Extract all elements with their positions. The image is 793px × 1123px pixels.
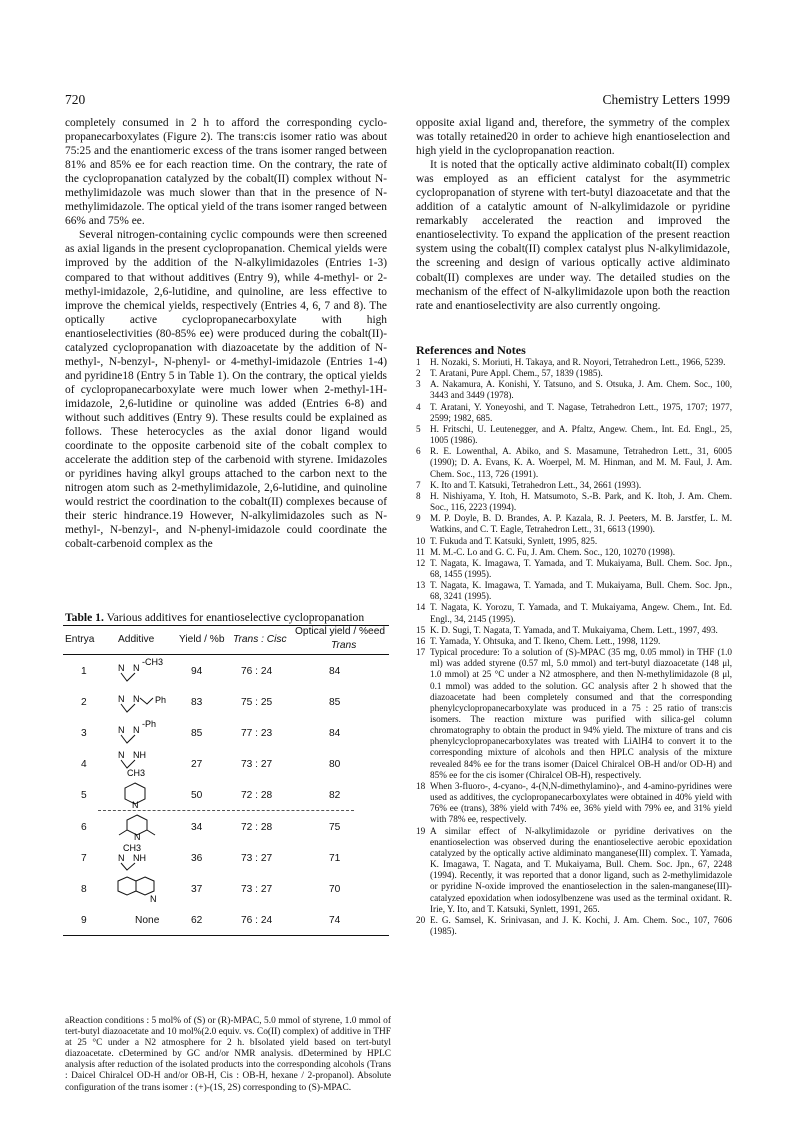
header-optical: Optical yield / %eed [295, 626, 386, 637]
table-caption-text: Various additives for enantioselective cyclopropanation [106, 611, 365, 624]
entry-cell: 9 [81, 915, 87, 926]
ratio-cell: 73 : 27 [241, 759, 273, 770]
yield-cell: 34 [191, 822, 203, 833]
reference-item [416, 379, 732, 401]
additives-table [63, 625, 389, 936]
reference-item [416, 424, 732, 446]
reference-item [416, 547, 732, 558]
left-column [65, 116, 387, 551]
reference-number: 10 [416, 535, 426, 546]
svg-text:N: N [118, 853, 125, 863]
reference-text: R. E. Lowenthal, A. Abiko, and S. Masamune, Tetrahedron Lett., 31, 6005 (1990); D. A. Evans, K. A. Woerpel, M. M. Hinman, and M. M. Faul, J. Am. Chem. Soc., 113, 726 (1991). [430, 446, 732, 479]
reference-number: 5 [416, 423, 421, 434]
header-optical-sub: Trans [331, 640, 357, 651]
yield-cell: 83 [191, 697, 203, 708]
reference-item [416, 602, 732, 624]
entry-cell: 3 [81, 728, 87, 739]
yield-cell: 62 [191, 915, 203, 926]
ratio-cell: 73 : 27 [241, 884, 273, 895]
table-caption [65, 611, 395, 624]
reference-number: 16 [416, 635, 426, 646]
ee-cell: 70 [329, 884, 341, 895]
reference-text: M. M.-C. Lo and G. C. Fu, J. Am. Chem. Soc., 120, 10270 (1998). [430, 546, 676, 557]
paragraph: It is noted that the optically active aldiminato cobalt(II) complex was employed as an efficient catalyst for the asymmetric cyclopropanation of styrene with tert-butyl diazoacetate and that the addition of a catalytic amount of N-alkylimidazole or pyridine remarkably accelerated the reaction and improved the enantioselectivity. To expand the application of the present reaction system using the cobalt(II) complex catalyst plus N-alkylimidazole, the screening and design of various optically active aldiminato cobalt(II) complexes are under way. The detailed studies on the mechanism of the effect of N-alkylimidazole upon both the reaction rate and enantioselectivity are also currently ongoing. [416, 159, 730, 312]
table-row [63, 842, 389, 873]
entry-cell: 1 [81, 666, 87, 677]
reference-number: 11 [416, 546, 425, 557]
reference-item [416, 625, 732, 636]
svg-text:N: N [118, 725, 125, 735]
reference-text: H. Fritschi, U. Leutenegger, and A. Pfaltz, Angew. Chem., Int. Ed. Engl., 25, 1005 (1986). [430, 423, 732, 446]
table-row [63, 873, 389, 904]
table-row [63, 779, 389, 810]
reference-item [416, 580, 732, 602]
reference-text: M. P. Doyle, B. D. Brandes, A. P. Kazala, R. J. Peeters, M. B. Jarstfer, L. M. Watkins, and C. T. Eagle, Tetrahedron Lett., 31, 6613 (1990). [430, 513, 732, 535]
reference-number: 2 [416, 368, 421, 379]
svg-text:N: N [118, 750, 125, 760]
reference-text: H. Nishiyama, Y. Itoh, H. Matsumoto, S.-B. Park, and K. Itoh, J. Am. Chem. Soc., 116, 2223 (1994). [430, 490, 732, 513]
yield-cell: 27 [191, 759, 203, 770]
additive-structure [115, 844, 185, 871]
reference-item [416, 368, 732, 379]
additive-structure [115, 688, 185, 715]
additive-structure [115, 719, 185, 746]
header-entry: Entrya [65, 634, 95, 645]
reference-text: A. Nakamura, A. Konishi, Y. Tatsuno, and S. Otsuka, J. Am. Chem. Soc., 100, 3443 and 3449 (1978). [430, 379, 732, 401]
svg-text:NH: NH [133, 853, 146, 863]
svg-text:N: N [133, 663, 140, 673]
svg-text:N: N [150, 894, 157, 902]
reference-text: A similar effect of N-alkylimidazole or pyridine derivatives on the enantioselection was observed during the enantioselective aerobic epoxidation catalyzed by the optically active aldiminato manganese(III) complex. T. Yamada, K. Imagawa, T. Nagata, and T. Mukaiyama, Bull. Chem. Soc. Jpn., 67, 2248 (1994). Recently, it was reported that a donor ligand, such as 2-methylimidazole or pyridine N-oxide improved the enantioselection in the salen-manganese(III)-catalyzed epoxidation when iodosylbenzene was used as the terminal oxidant. R. Irie, Y. Ito, and T. Katsuki, Synlett, 1991, 265. [430, 825, 732, 914]
svg-text:N: N [118, 663, 125, 673]
additive-structure [115, 657, 185, 684]
reference-text: When 3-fluoro-, 4-cyano-, 4-(N,N-dimethylamino)-, and 4-amino-pyridines were used as additives, the cyclopropanecarboxylates were obtained in 40% yield with 76% ee (trans), 38% yield with 74% ee, 36% yield with 79% ee, and 31% yield with 78% ee, respectively. [430, 780, 732, 825]
reference-text: H. Nozaki, S. Moriuti, H. Takaya, and R. Noyori, Tetrahedron Lett., 1966, 5239. [430, 357, 726, 367]
svg-text:CH3: CH3 [127, 768, 146, 777]
reference-number: 9 [416, 513, 421, 524]
ee-cell: 71 [329, 853, 341, 864]
reference-number: 19 [416, 825, 426, 836]
header-yield: Yield / %b [179, 634, 225, 645]
svg-text:N: N [133, 694, 140, 704]
svg-text:N: N [134, 832, 141, 840]
ratio-cell: 77 : 23 [241, 728, 273, 739]
reference-item [416, 536, 732, 547]
references-list [416, 357, 732, 937]
ratio-cell: 72 : 28 [241, 790, 273, 801]
paragraph: opposite axial ligand and, therefore, the symmetry of the complex was totally retained20 in order to achieve high enantioselection and high yield in the cyclopropanation reaction. [416, 117, 730, 158]
ratio-cell: 76 : 24 [241, 666, 273, 677]
table-row [63, 748, 389, 779]
reference-number: 4 [416, 401, 421, 412]
table-row [63, 717, 389, 748]
svg-text:CH3: CH3 [123, 844, 142, 853]
table-row [63, 686, 389, 717]
additive-structure [115, 813, 185, 840]
ratio-cell: 76 : 24 [241, 915, 273, 926]
ee-cell: 84 [329, 666, 341, 677]
references-heading: References and Notes [416, 343, 526, 357]
yield-cell: 94 [191, 666, 203, 677]
ee-cell: 80 [329, 759, 341, 770]
reference-number: 17 [416, 647, 426, 658]
reference-text: T. Nagata, K. Imagawa, T. Yamada, and T. Mukaiyama, Bull. Chem. Soc. Jpn., 68, 3241 (1995). [430, 580, 732, 602]
header-ratio: Trans : Cisc [233, 634, 287, 645]
ee-cell: 74 [329, 915, 341, 926]
table-row [63, 655, 389, 686]
reference-number: 6 [416, 446, 421, 457]
reference-text: Typical procedure: To a solution of (S)-MPAC (35 mg, 0.05 mmol) in THF (1.0 ml) was added styrene (0.57 ml, 5.0 mmol) and tert-butyl diazoacetate (148 μl, 1.0 mmol) at 25 °C under a N2 atmosphere, and then N-methylimidazole (8 μl, 0.1 mmol) was added to the solution. GC analysis after 2 h showed that the diazoacetate had been completely consumed and that the corresponding phenylcyclopropanecarboxylate was produced in a 75 : 25 ratio of trans:cis isomers. The reaction mixture was purified with silica-gel column chromatography to obtain the product in 94% yield. The mixture of trans and cis phenylcyclopropanecarboxylates was treated with LiAlH4 to convert it to the corresponding mixture of alcohols and then HPLC analysis of the mixture revealed 84% ee for the trans isomer (Daicel Chiralcel OB-H and/or OD-H) and 85% ee for the cis isomer (Chiralcel OB-H), respectively. [430, 647, 732, 780]
reference-number: 13 [416, 580, 426, 591]
reference-number: 20 [416, 914, 426, 925]
svg-text:NH: NH [133, 750, 146, 760]
entry-cell: 4 [81, 759, 87, 770]
yield-cell: 36 [191, 853, 203, 864]
reference-item [416, 636, 732, 647]
svg-text:N: N [118, 694, 125, 704]
reference-text: T. Aratani, Y. Yoneyoshi, and T. Nagase, Tetrahedron Lett., 1975, 1707; 1977, 2599; 1982, 685. [430, 401, 732, 423]
paragraph: completely consumed in 2 h to afford the corresponding cyclo-propanecarboxylates (Figure 2). The trans:cis isomer ratio was about 75:25 and the enantiomeric excess of the trans isomer ranged between 81% and 85% ee for each reaction time. On the contrary, the rate of the cyclopropanation catalyzed by the cobalt(II) complex without N-methylimidazole was much slower than that in the presence of N-methylimidazole. The optical yield of the trans isomer ranged between 66% and 75% ee. [65, 117, 387, 228]
right-column [416, 116, 730, 313]
reference-item [416, 915, 732, 937]
reference-item [416, 491, 732, 513]
reference-number: 7 [416, 479, 421, 490]
entry-cell: 6 [81, 822, 87, 833]
reference-number: 15 [416, 624, 426, 635]
entry-cell: 5 [81, 790, 87, 801]
reference-text: E. G. Samsel, K. Srinivasan, and J. K. Kochi, J. Am. Chem. Soc., 107, 7606 (1985). [430, 914, 732, 936]
reference-text: T. Nagata, K. Imagawa, T. Yamada, and T. Mukaiyama, Bull. Chem. Soc. Jpn., 68, 1455 (1995). [430, 557, 732, 579]
reference-number: 12 [416, 557, 426, 568]
journal-title: Chemistry Letters 1999 [602, 92, 730, 107]
reference-item [416, 446, 732, 479]
table-header [63, 626, 389, 654]
additive-structure [115, 875, 185, 902]
reference-text: K. D. Sugi, T. Nagata, T. Yamada, and T. Mukaiyama, Chem. Lett., 1997, 493. [430, 624, 718, 635]
additive-cell: None [135, 915, 160, 926]
reference-item [416, 357, 732, 368]
reference-number: 8 [416, 490, 421, 501]
reference-item [416, 513, 732, 535]
reference-text: T. Yamada, Y. Ohtsuka, and T. Ikeno, Chem. Lett., 1998, 1129. [430, 635, 661, 646]
ee-cell: 82 [329, 790, 341, 801]
ee-cell: 75 [329, 822, 341, 833]
reference-number: 3 [416, 379, 421, 390]
table-footnote: aReaction conditions : 5 mol% of (S) or (R)-MPAC, 5.0 mmol of styrene, 1.0 mmol of tert-butyl diazoacetate and 10 mol%(2.0 equiv. vs. Co(II) complex) of additive in THF at 25 °C under a N2 atmosphere for 2 h. bIsolated yield based on tert-butyl diazoacetate. cDetermined by GC and/or NMR analysis. dDetermined by HPLC analysis after reduction of the isolated products into the corresponding alcohols (Trans : Daicel Chiralcel OD-H and/or OB-H, Cis : OB-H, hexane / 2-propanol). Absolute configuration of the trans isomer : (+)-(1S, 2S) corresponding to (S)-MPAC. [65, 1016, 391, 1093]
reference-number: 14 [416, 602, 426, 613]
paragraph: Several nitrogen-containing cyclic compounds were then screened as axial ligands in the present cyclopropanation. Chemical yields were improved by the addition of the N-alkylimidazoles (Entries 1-3) compared to that without additives (Entry 9), while 4-methyl- or 2-methyl-imidazole, 2,6-lutidine, and quinoline, are less effective to improve the chemical yields, respectively (Entries 4, 6, 7 and 8). The optically active cyclopropanecarboxylate with high enantioselectivities (80-85% ee) were produced during the cobalt(II)-catalyzed cyclopropanation with diazoacetate by the addition of N-methyl-, N-benzyl-, N-phenyl- or 4-methyl-imidazole (Entries 1-4) and pyridine18 (Entry 5 in Table 1). On the contrary, the optical yields of cyclopropanecarboxylate were much lower when 2-methyl-1H-imidazole, 2,6-lutidine or quinoline was added (Entries 6-8) and without such additives (Entry 9). These results could be explained as follows. These heterocycles as the axial donor ligand would coordinate to the opposite carbenoid site of the cobalt complex to accelerate the addition step of the carbenoid with styrene. Imidazoles or pyridines having alkyl groups attached to the carbon next to the nitrogen atom such as 2-methylimidazole, 2,6-lutidine, and quinoline would restrict the coordination to the cobalt(II) complexes because of their steric hindrance.19 However, N-alkylimidazoles such as N-methyl-, N-benzyl-, and N-phenyl-imidazole could coordinate the cobalt-carbenoid complex as the [65, 229, 387, 551]
reference-item [416, 402, 732, 424]
yield-cell: 50 [191, 790, 203, 801]
yield-cell: 85 [191, 728, 203, 739]
yield-cell: 37 [191, 884, 203, 895]
entry-cell: 8 [81, 884, 87, 895]
entry-cell: 7 [81, 853, 87, 864]
reference-text: K. Ito and T. Katsuki, Tetrahedron Lett., 34, 2661 (1993). [430, 479, 642, 490]
reference-item [416, 647, 732, 781]
svg-text:N: N [132, 800, 139, 808]
reference-item [416, 826, 732, 915]
table-row [63, 811, 389, 842]
ee-cell: 85 [329, 697, 341, 708]
reference-item [416, 781, 732, 826]
reference-text: T. Fukuda and T. Katsuki, Synlett, 1995, 825. [430, 535, 598, 546]
entry-cell: 2 [81, 697, 87, 708]
ratio-cell: 73 : 27 [241, 853, 273, 864]
ee-cell: 84 [329, 728, 341, 739]
svg-text:Ph: Ph [155, 695, 167, 705]
ratio-cell: 72 : 28 [241, 822, 273, 833]
svg-text:N: N [133, 725, 140, 735]
table-label: Table 1. [65, 611, 104, 624]
table-row [63, 904, 389, 935]
reference-number: 18 [416, 780, 426, 791]
page-number: 720 [65, 92, 86, 107]
reference-text: T. Nagata, K. Yorozu, T. Yamada, and T. Mukaiyama, Angew. Chem., Int. Ed. Engl., 34, 2145 (1995). [430, 602, 732, 624]
reference-item [416, 558, 732, 580]
reference-item [416, 480, 732, 491]
additive-structure [115, 750, 185, 777]
svg-text:-CH3: -CH3 [142, 657, 164, 667]
additive-structure [115, 781, 185, 808]
svg-text:-Ph: -Ph [142, 719, 157, 729]
ratio-cell: 75 : 25 [241, 697, 273, 708]
reference-text: T. Aratani, Pure Appl. Chem., 57, 1839 (1985). [430, 368, 603, 379]
header-additive: Additive [118, 634, 155, 645]
reference-number: 1 [416, 357, 421, 367]
